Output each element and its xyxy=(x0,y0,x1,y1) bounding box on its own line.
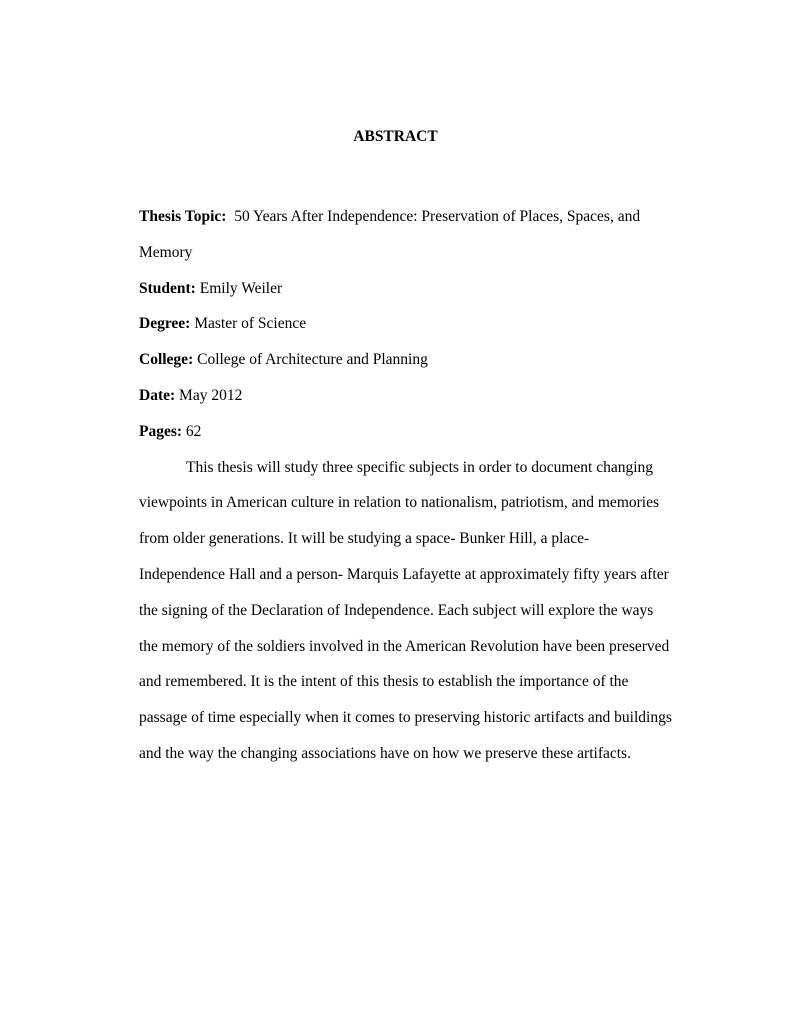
abstract-line: and remembered. It is the intent of this thesis to establish the importance of the xyxy=(139,673,629,691)
thesis-topic-value-1: 50 Years After Independence: Preservation of Places, Spaces, and xyxy=(234,208,641,225)
student-label: Student: xyxy=(139,279,196,297)
degree-field xyxy=(139,306,675,342)
thesis-topic-value-2: Memory xyxy=(139,243,193,261)
abstract-line: and the way the changing associations have on how we preserve these artifacts. xyxy=(139,744,631,762)
abstract-content xyxy=(139,199,675,772)
thesis-topic-label: Thesis Topic: xyxy=(139,208,227,225)
pages-value: 62 xyxy=(185,422,202,440)
abstract-line: This thesis will study three specific subjects in order to document changing xyxy=(186,458,654,476)
abstract-line: the memory of the soldiers involved in the American Revolution have been preserved xyxy=(139,637,670,655)
abstract-line: viewpoints in American culture in relation to nationalism, patriotism, and memories xyxy=(139,494,659,512)
abstract-line: Independence Hall and a person- Marquis Lafayette at approximately fifty years after xyxy=(139,565,669,583)
abstract-line: the signing of the Declaration of Independence. Each subject will explore the ways xyxy=(139,601,654,619)
college-field xyxy=(139,342,675,378)
degree-value: Master of Science xyxy=(194,315,307,333)
college-value: College of Architecture and Planning xyxy=(197,351,428,369)
college-label: College: xyxy=(139,351,194,369)
abstract-line: from older generations. It will be studying a space- Bunker Hill, a place- xyxy=(139,530,590,548)
abstract-paragraph xyxy=(139,450,675,772)
thesis-topic-line-1 xyxy=(139,199,675,235)
date-label: Date: xyxy=(139,386,176,404)
pages-label: Pages: xyxy=(139,422,183,440)
student-value: Emily Weiler xyxy=(199,279,283,297)
pages-field xyxy=(139,414,675,450)
thesis-topic-field xyxy=(139,199,675,271)
student-field xyxy=(139,271,675,307)
date-value: May 2012 xyxy=(179,386,243,404)
abstract-line: passage of time especially when it comes to preserving historic artifacts and buildings xyxy=(139,709,672,727)
degree-label: Degree: xyxy=(139,315,191,333)
abstract-heading: ABSTRACT xyxy=(353,128,438,145)
date-field xyxy=(139,378,675,414)
